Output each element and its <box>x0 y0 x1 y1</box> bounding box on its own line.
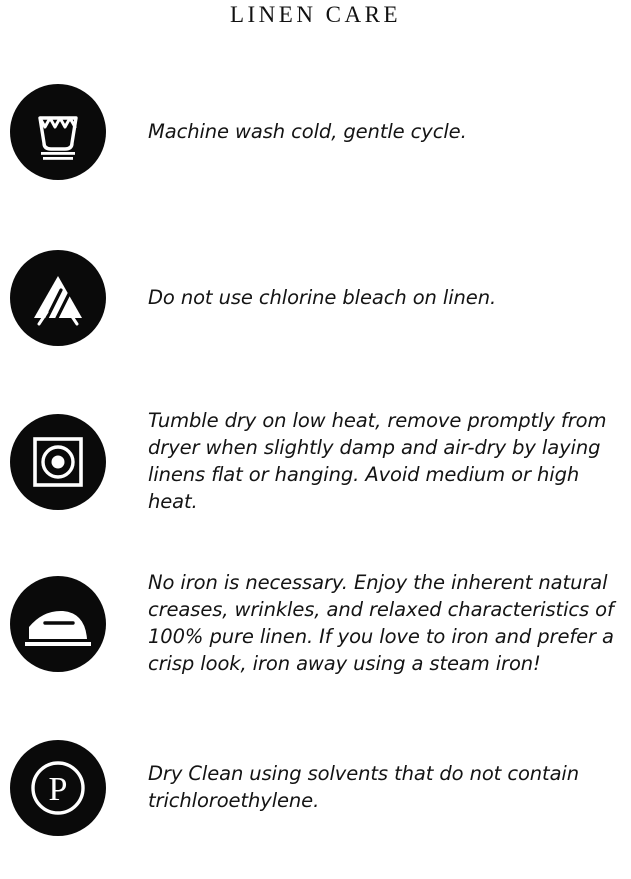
icon-container <box>10 576 106 672</box>
care-row-dry-clean <box>0 726 631 850</box>
tumble-dry-icon <box>10 414 106 510</box>
care-row-machine-wash <box>0 70 631 194</box>
icon-container <box>10 84 106 180</box>
care-row-do-not-bleach <box>0 236 631 360</box>
icon-container <box>10 414 106 510</box>
iron-icon <box>10 576 106 672</box>
do-not-bleach-icon <box>10 250 106 346</box>
icon-container <box>10 250 106 346</box>
care-instruction-text: No iron is necessary. Enjoy the inherent natural creases, wrinkles, and relaxed characteristics of 100% pure linen. If you love to iron and prefer a crisp look, iron away using a steam iron! <box>148 571 614 675</box>
care-row-iron <box>0 562 631 686</box>
care-instruction-text: Tumble dry on low heat, remove promptly from dryer when slightly damp and air-dry by laying linens flat or hanging. Avoid medium or high heat. <box>148 409 607 513</box>
machine-wash-icon <box>10 84 106 180</box>
care-row-tumble-dry <box>0 400 631 524</box>
page-title: LINEN CARE <box>229 2 402 27</box>
care-instruction-list <box>0 70 631 850</box>
icon-container <box>10 740 106 836</box>
dry-clean-p-icon <box>10 740 106 836</box>
care-instruction-text: Dry Clean using solvents that do not contain trichloroethylene. <box>148 762 580 812</box>
care-instruction-text: Do not use chlorine bleach on linen. <box>148 285 497 309</box>
care-instruction-text: Machine wash cold, gentle cycle. <box>148 119 467 143</box>
svg-text:P: P <box>48 771 68 808</box>
